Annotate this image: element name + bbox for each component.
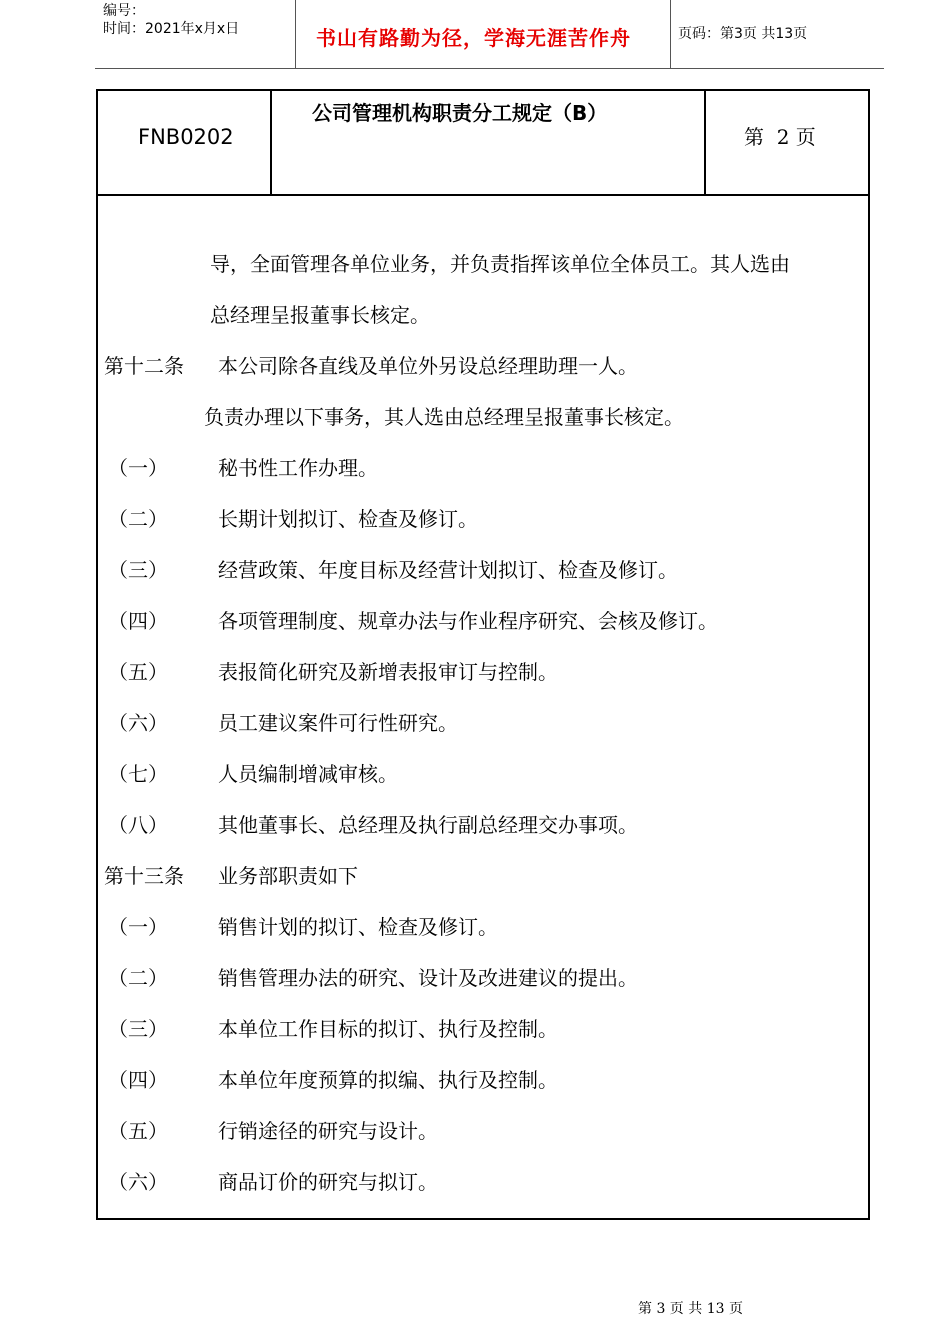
item-number: （一） xyxy=(108,915,168,939)
item-number: （七） xyxy=(108,762,168,786)
item-number: （五） xyxy=(108,1119,168,1143)
item-text: 经营政策、年度目标及经营计划拟订、检查及修订。 xyxy=(218,558,678,582)
document-title: 公司管理机构职责分工规定（B） xyxy=(312,101,608,125)
article13-text: 业务部职责如下 xyxy=(218,864,358,888)
number-label: 编号： xyxy=(103,3,145,19)
item-text: 行销途径的研究与设计。 xyxy=(218,1119,438,1143)
item-number: （二） xyxy=(108,966,168,990)
continuation-line-2: 总经理呈报董事长核定。 xyxy=(210,303,430,327)
item-text: 本单位年度预算的拟编、执行及控制。 xyxy=(218,1068,558,1092)
header-table xyxy=(96,89,870,196)
article13-label: 第十三条 xyxy=(104,864,184,888)
item-text: 销售管理办法的研究、设计及改进建议的提出。 xyxy=(218,966,638,990)
item-text: 员工建议案件可行性研究。 xyxy=(218,711,458,735)
item-text: 本单位工作目标的拟订、执行及控制。 xyxy=(218,1017,558,1041)
page-cell xyxy=(704,91,872,194)
item-number: （六） xyxy=(108,711,168,735)
footer-page-number: 第 3 页 共 13 页 xyxy=(638,1301,743,1317)
item-number: （五） xyxy=(108,660,168,684)
item-number: （八） xyxy=(108,813,168,837)
item-text: 各项管理制度、规章办法与作业程序研究、会核及修订。 xyxy=(218,609,718,633)
item-text: 表报简化研究及新增表报审订与控制。 xyxy=(218,660,558,684)
article12-cont: 负责办理以下事务，其人选由总经理呈报董事长核定。 xyxy=(204,405,684,429)
banner-meta xyxy=(95,0,295,68)
document-banner xyxy=(95,0,884,69)
document-body xyxy=(96,194,870,1220)
item-number: （二） xyxy=(108,507,168,531)
item-number: （四） xyxy=(108,1068,168,1092)
item-text: 秘书性工作办理。 xyxy=(218,456,378,480)
banner-motto-cell xyxy=(295,0,671,68)
article12-label: 第十二条 xyxy=(104,354,184,378)
item-number: （一） xyxy=(108,456,168,480)
time-label: 时间：2021年x月x日 xyxy=(103,21,240,37)
item-number: （六） xyxy=(108,1170,168,1194)
banner-page-info: 页码：第3页 共13页 xyxy=(678,26,808,42)
item-text: 销售计划的拟订、检查及修订。 xyxy=(218,915,498,939)
motto: 书山有路勤为径，学海无涯苦作舟 xyxy=(316,26,631,50)
item-text: 商品订价的研究与拟订。 xyxy=(218,1170,438,1194)
item-number: （三） xyxy=(108,558,168,582)
banner-page-cell xyxy=(670,0,884,68)
doc-code: FNB0202 xyxy=(138,125,234,149)
item-number: （三） xyxy=(108,1017,168,1041)
item-text: 长期计划拟订、检查及修订。 xyxy=(218,507,478,531)
item-text: 人员编制增减审核。 xyxy=(218,762,398,786)
item-text: 其他董事长、总经理及执行副总经理交办事项。 xyxy=(218,813,638,837)
doc-code-cell xyxy=(98,91,272,194)
page-number: 第 2 页 xyxy=(744,125,816,149)
item-number: （四） xyxy=(108,609,168,633)
article12-text: 本公司除各直线及单位外另设总经理助理一人。 xyxy=(218,354,638,378)
continuation-line-1: 导，全面管理各单位业务，并负责指挥该单位全体员工。其人选由 xyxy=(210,252,790,276)
